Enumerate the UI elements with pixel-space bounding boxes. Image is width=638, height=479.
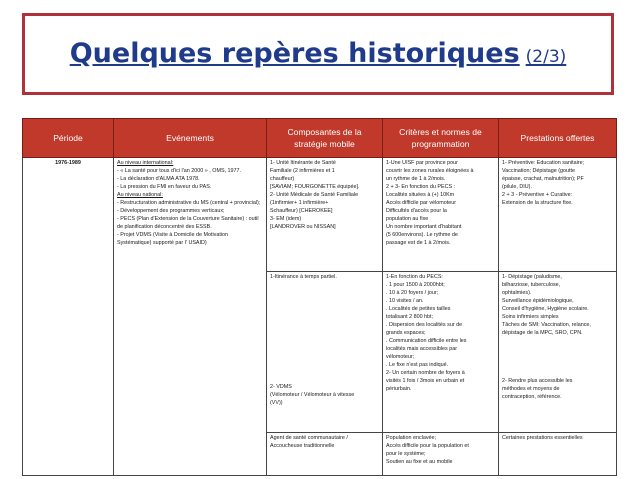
text-line: . Dispersion des localités sur de — [386, 321, 463, 328]
text-line: (Vélomoteur / Vélomoteur à vitesse — [270, 391, 355, 398]
text-line: 1- Préventive: Education sanitaire; — [502, 160, 585, 166]
text-line: chauffeur) — [270, 176, 295, 182]
criteres-cell — [383, 433, 499, 476]
text-line: Difficultés d'accès pour la — [386, 208, 447, 214]
text-line: méthodes et moyens de — [502, 385, 560, 392]
event-line: - PECS (Plan d'Extension de la Couverture Sanitaire) : outil de planification déconcentré des ESSB. — [117, 216, 259, 230]
text-line: 2- Rendre plus accessible les — [502, 377, 573, 384]
text-line: Soins infirmiers simples — [502, 313, 559, 320]
event-line: - « La santé pour tous d'ici l'an 2000 » , OMS, 1977. — [117, 168, 242, 174]
text-line: Accoucheuse traditionnelle — [270, 443, 335, 450]
table-row — [23, 158, 617, 272]
prestations-cell — [499, 158, 617, 272]
text-line: population au fixe — [386, 216, 429, 222]
event-line: - La pression du FMI en faveur du PAS. — [117, 184, 212, 190]
cell-spacer — [270, 281, 379, 383]
header-composantes: Composantes de la stratégie mobile — [267, 119, 383, 158]
text-line: Familiale (2 infirmières et 1 — [270, 168, 335, 174]
header-row — [23, 119, 617, 158]
event-line: - Développement des programmes verticaux; — [117, 208, 225, 214]
events-cell — [114, 158, 267, 476]
title-box — [22, 13, 614, 95]
text-line: totalisant 2 800 hbt; — [386, 313, 434, 320]
event-line: - Restructuration administrative du MS (central + provincial); — [117, 200, 261, 206]
text-line: 2 + 3 - Préventive + Curative: — [502, 192, 573, 198]
periode-cell: 1976-1989 — [23, 158, 114, 476]
header-periode: Période — [23, 119, 114, 158]
text-line: Soutien au fixe et au mobile — [386, 459, 453, 466]
cell-spacer — [502, 337, 613, 377]
prestations-cell — [499, 433, 617, 476]
text-line: 2- Unité Médicale de Santé Familiale — [270, 192, 359, 198]
text-line: contraception, référence. — [502, 393, 562, 400]
text-line: visités 1 fois / 3mois en urbain et — [386, 377, 465, 384]
text-line: . 10 visites / an. — [386, 297, 424, 304]
text-line: 1- Dépistage (paludisme, — [502, 273, 562, 280]
prestations-cell — [499, 271, 617, 432]
text-line: (VV)) — [270, 399, 283, 406]
text-line: Vaccination; Dépistage (goutte — [502, 168, 576, 174]
text-line: Localités situées à (+) 10Km — [386, 192, 455, 198]
title-paging: (2/3) — [525, 47, 567, 67]
text-line: 3- EM (idem) — [270, 216, 302, 222]
text-line: 1- Unité Itinérante de Santé — [270, 160, 336, 166]
history-table — [22, 118, 617, 476]
text-line: 1-En fonction du PECS: — [386, 273, 443, 280]
text-line: passage est de 1 à 2/mois. — [386, 240, 451, 246]
text-line: 2 + 3- En fonction du PECS : — [386, 184, 456, 190]
text-line: . Communication difficile entre les — [386, 337, 467, 344]
slide-title — [25, 38, 611, 69]
text-line: Conseil d'hygiène, Hygiène scolaire. — [502, 305, 589, 312]
text-line: (1infirmier+ 1 infirmière+ — [270, 200, 329, 206]
text-line: . Localités de petites tailles — [386, 305, 451, 312]
text-line: . 1 pour 1500 à 2000hbt; — [386, 281, 445, 288]
event-line: Au niveau international: — [117, 160, 174, 166]
text-line: [SAVIAM; FOURGONETTE équipée]. — [270, 184, 360, 190]
text-line: localités mais accessibles par — [386, 345, 458, 352]
text-line: (5 600environs). Le rythme de — [386, 232, 458, 238]
criteres-cell — [383, 271, 499, 432]
text-line: Population enclavée; — [386, 435, 437, 442]
text-line: Un nombre important d'habitant — [386, 224, 462, 230]
text-line: Agent de santé communautaire / — [270, 435, 348, 442]
text-line: vélomoteur; — [386, 353, 415, 360]
composantes-cell — [267, 433, 383, 476]
text-line: Surveillance épidémiologique, — [502, 297, 574, 304]
title-main: Quelques repères historiques — [69, 38, 520, 69]
text-line: 1-Une UISF par province pour — [386, 160, 458, 166]
text-line: bilharziose, tuberculose, — [502, 281, 561, 288]
composantes-cell — [267, 158, 383, 272]
text-line: 2- VDMS — [270, 383, 292, 390]
composantes-cell — [267, 271, 383, 432]
text-line: pour le système; — [386, 451, 426, 458]
text-line: Schauffeur) [CHEROKEE] — [270, 208, 333, 214]
text-line: . Le fixe n'est pas indiqué. — [386, 361, 449, 368]
text-line: Extension de la structure fixe. — [502, 200, 573, 206]
criteres-cell — [383, 158, 499, 272]
header-prestations: Prestations offertes — [499, 119, 617, 158]
text-line: (pilule, DIU). — [502, 184, 532, 190]
text-line: grands espaces; — [386, 329, 426, 336]
text-line: Certaines prestations essentielles — [502, 435, 583, 442]
text-line: 1-Itinérance à temps partiel. — [270, 273, 337, 280]
event-line: - La déclaration d'ALMA ATA 1978. — [117, 176, 200, 182]
text-line: . 10 à 20 foyers / jour; — [386, 289, 439, 296]
event-line: Au niveau national: — [117, 192, 163, 198]
event-line: - Projet VDMS (Visite à Domicile de Motivation Systématique) supporté par l' USAID) — [117, 232, 229, 246]
text-line: Tâches de SMI: Vaccination, relance, — [502, 321, 591, 328]
header-criteres: Critères et normes de programmation — [383, 119, 499, 158]
header-evenements: Evénements — [114, 119, 267, 158]
text-line: 2- Un certain nombre de foyers à — [386, 369, 465, 376]
text-line: périurbain. — [386, 385, 412, 392]
text-line: Accès difficile pour la population et — [386, 443, 469, 450]
text-line: dépistage de la MPC, SRO, CPN. — [502, 329, 583, 336]
text-line: un rythme de 1 à 2/mois. — [386, 176, 446, 182]
text-line: épaisse, crachat, malnutrition); PF — [502, 176, 584, 182]
text-line: ophtalmies). — [502, 289, 532, 296]
text-line: [LANDROVER ou NISSAN] — [270, 224, 336, 230]
text-line: Accès difficile par vélomoteur — [386, 200, 457, 206]
text-line: couvrir les zones rurales éloignées à — [386, 168, 474, 174]
